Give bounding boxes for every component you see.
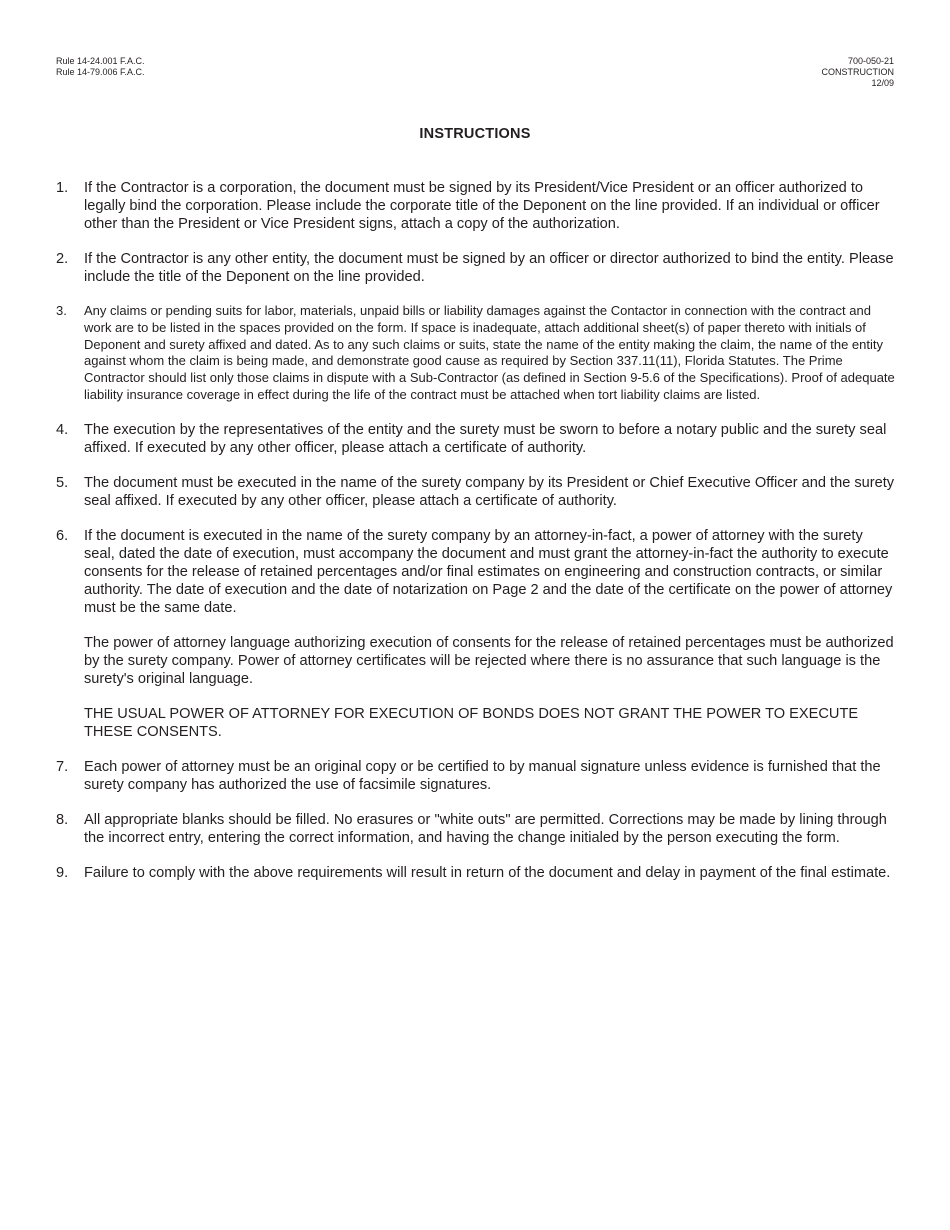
instruction-item bbox=[56, 811, 896, 847]
item-number: 4. bbox=[56, 421, 69, 438]
instruction-item bbox=[56, 864, 896, 882]
item-number: 9. bbox=[56, 864, 69, 881]
form-number: 700-050-21 bbox=[847, 56, 894, 66]
item-number: 2. bbox=[56, 251, 69, 267]
rule-reference: Rule 14-24.001 F.A.C. bbox=[56, 56, 145, 66]
instruction-item bbox=[56, 179, 896, 233]
instructions-list bbox=[56, 179, 896, 899]
form-category: CONSTRUCTION bbox=[821, 67, 894, 77]
instruction-item bbox=[56, 474, 896, 510]
item-text: Any claims or pending suits for labor, materials, unpaid bills or liability damages against the Contactor in connection with the contract and work are to be listed in the spaces provided on the form. If space is inadequate, attach additional sheet(s) of paper thereto with initials of Deponent and surety affixed and dated. As to any such claims or suits, state the name of the entity making the claim, the name of the entity against whom the claim is being made, and demonstrate good cause as required by Section 337.11(11), Florida Statutes. The Prime Contractor should list only those claims in dispute with a Sub-Contractor (as defined in Section 9-5.6 of the Specifications). Proof of adequate liability insurance coverage in effect during the life of the contract must be attached when tort liability claims are listed. bbox=[84, 303, 895, 402]
item-number: 7. bbox=[56, 758, 69, 775]
item-text: Each power of attorney must be an original copy or be certified to by manual signature unless evidence is furnished that the surety company has authorized the use of facsimile signatures. bbox=[84, 758, 881, 793]
instruction-item bbox=[56, 527, 896, 741]
item-text: If the Contractor is any other entity, the document must be signed by an officer or director authorized to bind the entity. Please include the title of the Deponent on the line provided. bbox=[84, 251, 894, 285]
item-number: 1. bbox=[56, 180, 69, 196]
item-paragraph: The power of attorney language authorizing execution of consents for the release of retained percentages must be authorized by the surety company. Power of attorney certificates will be rejected where there is no assurance that such language is the surety's original language. bbox=[84, 634, 894, 687]
item-text: The execution by the representatives of the entity and the surety must be sworn to before a notary public and the surety seal affixed. If executed by any other officer, please attach a certificate of authority. bbox=[84, 421, 887, 456]
form-rule-references bbox=[56, 56, 145, 78]
item-number: 8. bbox=[56, 811, 69, 828]
instruction-item bbox=[56, 250, 896, 286]
item-number: 3. bbox=[56, 303, 67, 318]
instruction-item bbox=[56, 421, 896, 457]
rule-reference: Rule 14-79.006 F.A.C. bbox=[56, 67, 145, 77]
instruction-item bbox=[56, 758, 896, 794]
item-text: The document must be executed in the name of the surety company by its President or Chief Executive Officer and the surety seal affixed. If executed by any other officer, please attach a certificate of authority. bbox=[84, 474, 895, 509]
item-number: 5. bbox=[56, 474, 69, 491]
item-text: If the Contractor is a corporation, the document must be signed by its President/Vice President or an officer authorized to legally bind the corporation. Please include the corporate title of the Deponent on the line provided. If an individual or officer other than the President or Vice President signs, attach a copy of the authorization. bbox=[84, 180, 880, 232]
form-revision-date: 12/09 bbox=[871, 78, 894, 88]
item-text: All appropriate blanks should be filled. No erasures or "white outs" are permitted. Corrections may be made by lining through the incorrect entry, entering the correct information, and having the change initialed by the person executing the form. bbox=[84, 811, 887, 846]
item-number: 6. bbox=[56, 527, 69, 544]
item-paragraph-notice: THE USUAL POWER OF ATTORNEY FOR EXECUTION OF BONDS DOES NOT GRANT THE POWER TO EXECUTE THESE CONSENTS. bbox=[84, 705, 859, 740]
instruction-item bbox=[56, 303, 896, 404]
form-number-block bbox=[822, 56, 895, 89]
item-text: If the document is executed in the name of the surety company by an attorney-in-fact, a power of attorney with the surety seal, dated the date of execution, must accompany the document and must grant the attorney-in-fact the authority to execute consents for the release of retained percentages and/or final estimates on engineering and construction contracts, or similar authority. The date of execution and the date of notarization on Page 2 and the date of the certificate on the power of attorney must be the same date. bbox=[84, 527, 893, 616]
page-title: INSTRUCTIONS bbox=[419, 126, 531, 142]
item-text: Failure to comply with the above requirements will result in return of the document and delay in payment of the final estimate. bbox=[84, 864, 891, 881]
